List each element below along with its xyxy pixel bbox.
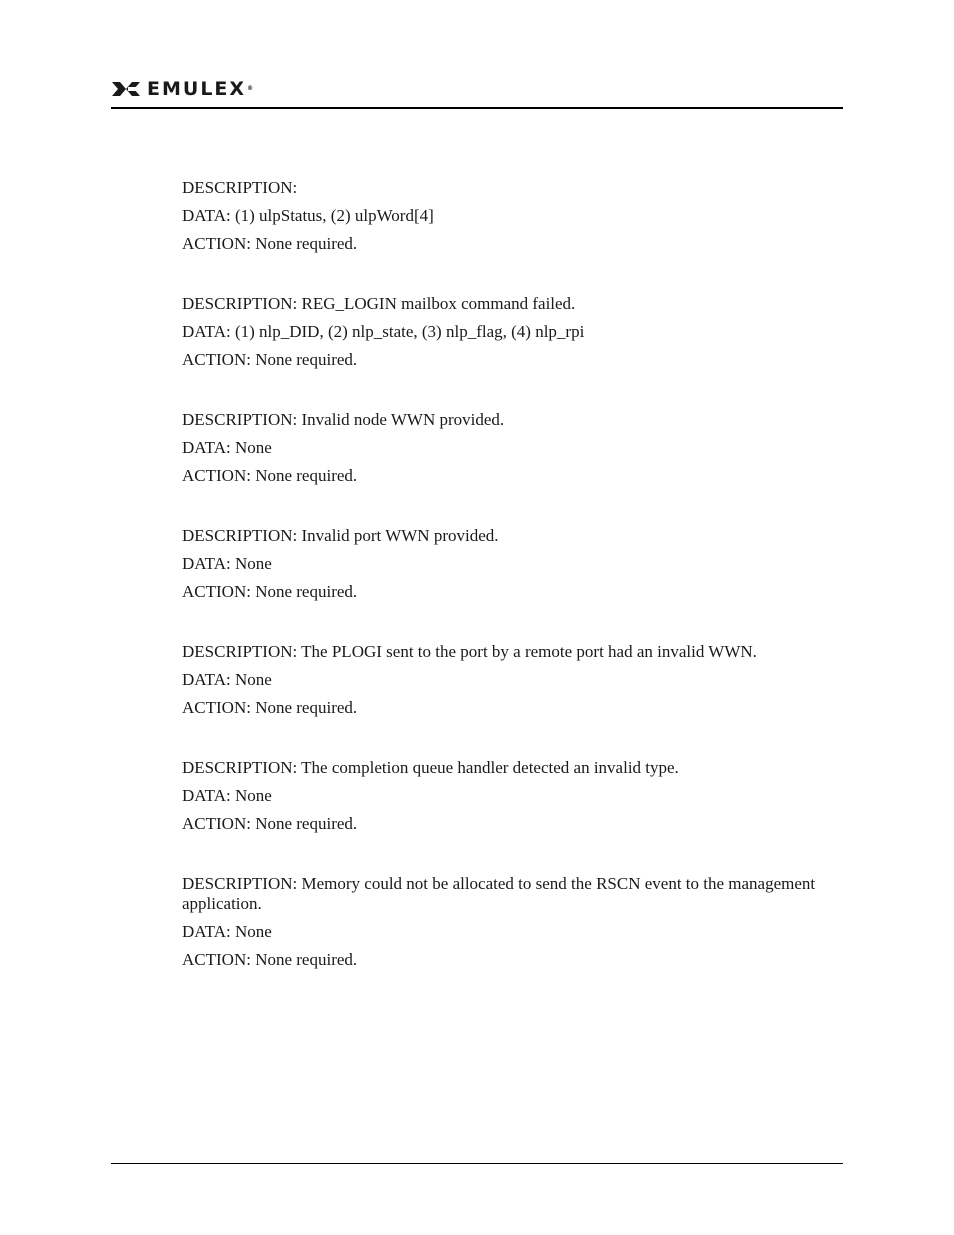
entry-data: DATA: (1) ulpStatus, (2) ulpWord[4] xyxy=(182,206,434,225)
header-rule xyxy=(111,107,843,109)
entry-description: DESCRIPTION: Invalid port WWN provided. xyxy=(182,526,499,545)
message-entry xyxy=(182,178,832,254)
page-header xyxy=(111,78,253,100)
entry-data: DATA: None xyxy=(182,670,272,689)
entry-action: ACTION: None required. xyxy=(182,234,358,253)
footer-rule xyxy=(111,1163,843,1164)
message-entry xyxy=(182,642,832,718)
entry-action: ACTION: None required. xyxy=(182,466,358,485)
entry-data: DATA: None xyxy=(182,438,272,457)
message-entry xyxy=(182,294,832,370)
entry-description: DESCRIPTION: Invalid node WWN provided. xyxy=(182,410,505,429)
message-entry xyxy=(182,526,832,602)
message-entry xyxy=(182,758,832,834)
entry-description: DESCRIPTION: Memory could not be allocated to send the RSCN event to the management application. xyxy=(182,874,816,913)
brand-name: EMULEX® xyxy=(147,78,254,100)
entry-action: ACTION: None required. xyxy=(182,950,358,969)
entry-action: ACTION: None required. xyxy=(182,350,358,369)
entry-data: DATA: None xyxy=(182,554,272,573)
entry-description: DESCRIPTION: xyxy=(182,178,298,197)
entry-action: ACTION: None required. xyxy=(182,582,358,601)
entry-data: DATA: (1) nlp_DID, (2) nlp_state, (3) nlp_flag, (4) nlp_rpi xyxy=(182,322,585,341)
message-entry xyxy=(182,874,832,970)
entry-data: DATA: None xyxy=(182,922,272,941)
entry-description: DESCRIPTION: The completion queue handler detected an invalid type. xyxy=(182,758,679,777)
entry-description: DESCRIPTION: REG_LOGIN mailbox command failed. xyxy=(182,294,576,313)
entry-action: ACTION: None required. xyxy=(182,814,358,833)
entry-description: DESCRIPTION: The PLOGI sent to the port by a remote port had an invalid WWN. xyxy=(182,642,757,661)
entry-action: ACTION: None required. xyxy=(182,698,358,717)
message-entries xyxy=(182,178,832,1010)
entry-data: DATA: None xyxy=(182,786,272,805)
emulex-logo-icon xyxy=(111,80,141,98)
message-entry xyxy=(182,410,832,486)
